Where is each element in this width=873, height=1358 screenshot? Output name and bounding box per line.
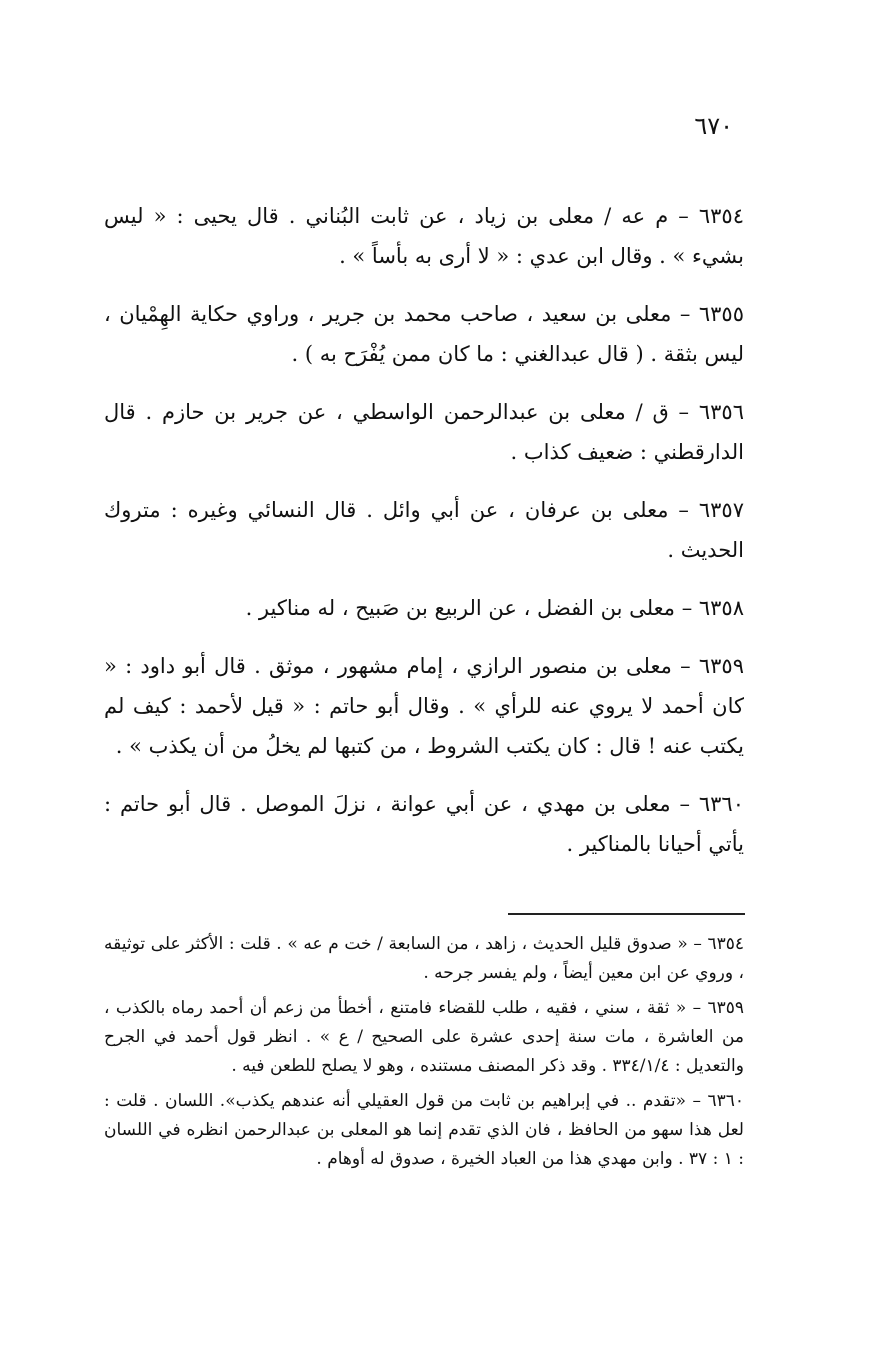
entry-6357: ٦٣٥٧ – معلى بن عرفان ، عن أبي وائل . قال النسائي وغيره : متروك الحديث .: [104, 498, 744, 562]
entry-6359: ٦٣٥٩ – معلى بن منصور الرازي ، إمام مشهور ، موثق . قال أبو داود : « كان أحمد لا يروي عنه للرأي » . وقال أبو حاتم : « قيل لأحمد : كيف لم يكتب عنه ! قال : كان يكتب الشروط ، من كتبها لم يخلُ من أن يكذب » .: [104, 654, 744, 758]
entry-6358: ٦٣٥٨ – معلى بن الفضل ، عن الربيع بن صَبيح ، له مناكير .: [245, 596, 744, 620]
page-number: ٦٧٠: [694, 112, 733, 140]
entry-6360: ٦٣٦٠ – معلى بن مهدي ، عن أبي عوانة ، نزلَ الموصل . قال أبو حاتم : يأتي أحيانا بالمناكير .: [104, 792, 744, 856]
footnotes-section: [104, 930, 744, 1180]
entry-6356: ٦٣٥٦ – ق / معلى بن عبدالرحمن الواسطي ، عن جرير بن حازم . قال الدارقطني : ضعيف كذاب .: [104, 400, 744, 464]
footnote-divider: [508, 913, 745, 915]
entry-6354: ٦٣٥٤ – م عه / معلى بن زياد ، عن ثابت البُناني . قال يحيى : « ليس بشيء » . وقال ابن عدي : « لا أرى به بأساً » .: [104, 204, 744, 268]
entries-section: [104, 196, 744, 882]
footnote-6354: ٦٣٥٤ – « صدوق قليل الحديث ، زاهد ، من السابعة / خت م عه » . قلت : الأكثر على توثيقه ، وروي عن ابن معين أيضاً ، ولم يفسر جرحه .: [104, 934, 744, 983]
entry-6355: ٦٣٥٥ – معلى بن سعيد ، صاحب محمد بن جرير ، وراوي حكاية الهِمْيان ، ليس بثقة . ( قال عبدالغني : ما كان ممن يُفْرَح به ) .: [104, 302, 744, 366]
footnote-6359: ٦٣٥٩ – « ثقة ، سني ، فقيه ، طلب للقضاء فامتنع ، أخطأ من زعم أن أحمد رماه بالكذب ، من العاشرة ، مات سنة إحدى عشرة على الصحيح / ع » . انظر قول أحمد في الجرح والتعديل : ٣٣٤/١/٤ . وقد ذكر المصنف مستنده ، وهو لا يصلح للطعن فيه .: [104, 998, 744, 1076]
footnote-6360: ٦٣٦٠ – «تقدم .. في إبراهيم بن ثابت من قول العقيلي أنه عندهم يكذب». اللسان . قلت : لعل هذا سهو من الحافظ ، فان الذي تقدم إنما هو المعلى بن عبدالرحمن انظره في اللسان : ١ : ٣٧ . وابن مهدي هذا من العباد الخيرة ، صدوق له أوهام .: [104, 1091, 744, 1169]
